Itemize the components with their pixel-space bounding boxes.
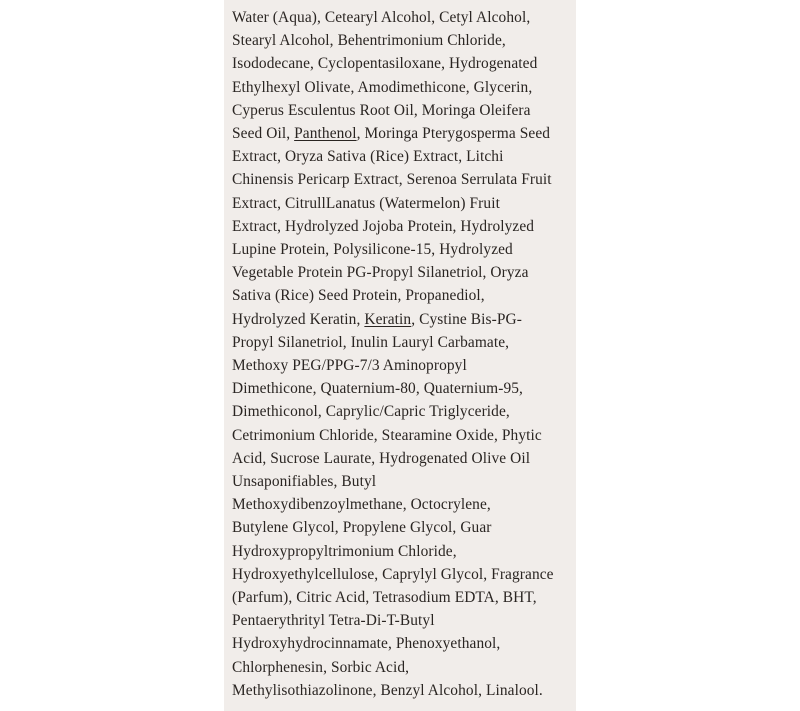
ingredient-line: Chinensis Pericarp Extract, Serenoa Serrulata Fruit bbox=[232, 171, 552, 189]
ingredient-line: Methoxy PEG/PPG-7/3 Aminopropyl bbox=[232, 357, 467, 375]
ingredient-line: Methylisothiazolinone, Benzyl Alcohol, Linalool. bbox=[232, 681, 543, 699]
ingredient-text: Seed Oil, bbox=[232, 125, 295, 143]
ingredient-text: , Moringa Pterygosperma Seed bbox=[356, 125, 551, 143]
ingredient-line: Lupine Protein, Polysilicone-15, Hydrolyzed bbox=[232, 241, 513, 259]
ingredient-line: Water (Aqua), Cetearyl Alcohol, Cetyl Alcohol, bbox=[232, 9, 531, 26]
ingredient-line: (Parfum), Citric Acid, Tetrasodium EDTA, BHT, bbox=[232, 589, 537, 607]
ingredient-line: Sativa (Rice) Seed Protein, Propanediol, bbox=[232, 287, 485, 305]
ingredient-line: Acid, Sucrose Laurate, Hydrogenated Olive Oil bbox=[232, 449, 531, 467]
ingredient-line: Extract, CitrullLanatus (Watermelon) Fruit bbox=[232, 194, 500, 212]
ingredient-line bbox=[232, 122, 576, 145]
ingredient-line: Chlorphenesin, Sorbic Acid, bbox=[232, 658, 410, 676]
ingredient-line: Methoxydibenzoylmethane, Octocrylene, bbox=[232, 496, 491, 514]
ingredient-line: Stearyl Alcohol, Behentrimonium Chloride, bbox=[232, 32, 506, 50]
ingredient-line: Ethylhexyl Olivate, Amodimethicone, Glycerin, bbox=[232, 78, 533, 96]
ingredient-line bbox=[232, 308, 576, 331]
ingredient-line: Dimethiconol, Caprylic/Capric Triglyceride, bbox=[232, 403, 510, 421]
ingredient-link[interactable]: Panthenol bbox=[294, 125, 357, 143]
ingredient-line: Unsaponifiables, Butyl bbox=[232, 473, 377, 491]
ingredient-text: Hydrolyzed Keratin, bbox=[232, 310, 365, 328]
ingredient-link[interactable]: Keratin bbox=[364, 310, 412, 328]
ingredient-line: Dimethicone, Quaternium-80, Quaternium-95, bbox=[232, 380, 523, 398]
ingredient-line: Hydroxyethylcellulose, Caprylyl Glycol, Fragrance bbox=[232, 565, 554, 583]
ingredient-text: , Cystine Bis-PG- bbox=[411, 310, 522, 328]
ingredient-line: Cetrimonium Chloride, Stearamine Oxide, Phytic bbox=[232, 426, 542, 444]
ingredient-line: Pentaerythrityl Tetra-Di-T-Butyl bbox=[232, 612, 435, 630]
ingredient-line: Hydroxyhydrocinnamate, Phenoxyethanol, bbox=[232, 635, 501, 653]
ingredient-line: Butylene Glycol, Propylene Glycol, Guar bbox=[232, 519, 492, 537]
ingredient-line: Cyperus Esculentus Root Oil, Moringa Oleifera bbox=[232, 101, 531, 119]
ingredient-line: Extract, Oryza Sativa (Rice) Extract, Litchi bbox=[232, 148, 504, 166]
ingredient-line: Isododecane, Cyclopentasiloxane, Hydrogenated bbox=[232, 55, 538, 73]
ingredients-panel bbox=[224, 0, 576, 711]
ingredient-line: Extract, Hydrolyzed Jojoba Protein, Hydrolyzed bbox=[232, 217, 535, 235]
ingredient-line: Propyl Silanetriol, Inulin Lauryl Carbamate, bbox=[232, 333, 510, 351]
ingredient-line: Vegetable Protein PG-Propyl Silanetriol, Oryza bbox=[232, 264, 529, 282]
ingredients-list bbox=[232, 6, 576, 702]
ingredient-line: Hydroxypropyltrimonium Chloride, bbox=[232, 542, 457, 560]
